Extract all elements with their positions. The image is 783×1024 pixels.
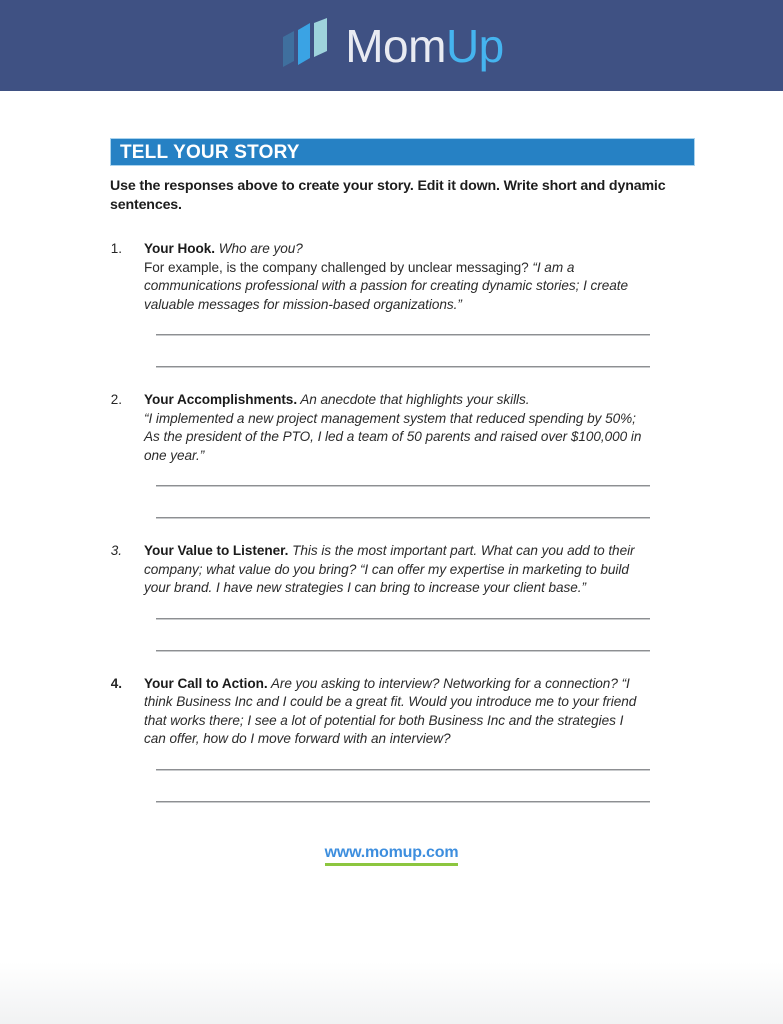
answer-lines-1 bbox=[156, 334, 695, 367]
prompt-body-1 bbox=[144, 240, 695, 367]
prompt-body-2 bbox=[144, 391, 695, 518]
instruction-text: Use the responses above to create your story. Edit it down. Write short and dynamic sentences. bbox=[110, 178, 666, 213]
prompt-lead-3: Your Value to Listener. bbox=[144, 543, 289, 559]
prompt-text-2 bbox=[144, 391, 644, 465]
prompt-text-1 bbox=[144, 240, 644, 314]
prompt-number-2: 2. bbox=[110, 392, 122, 408]
prompt-item-3 bbox=[110, 542, 695, 650]
prompt-body-3 bbox=[144, 542, 695, 650]
answer-line[interactable] bbox=[156, 618, 650, 619]
wordmark-up: Up bbox=[445, 19, 504, 72]
momup-wordmark bbox=[345, 19, 504, 72]
answer-line[interactable] bbox=[156, 650, 650, 651]
momup-parallelogram-logo-icon bbox=[279, 17, 331, 74]
worksheet-page bbox=[0, 91, 783, 1024]
prompt-number-1: 1. bbox=[110, 241, 122, 257]
answer-line[interactable] bbox=[156, 517, 650, 518]
prompt-quote-1: “I am a communications professional with a passion for creating dynamic stories; I create valuable messages for mission-based organizations.” bbox=[144, 259, 629, 312]
website-link[interactable]: www.momup.com bbox=[325, 844, 459, 866]
prompt-number-3: 3. bbox=[110, 543, 122, 559]
prompt-quote-4: “I think Business Inc and I could be a great fit. Would you introduce me to your friend that works there; I see a lot of potential for both Business Inc and the strategies I can offer, how do I move forward with an interview? bbox=[144, 675, 637, 747]
prompt-list bbox=[110, 240, 695, 801]
answer-line[interactable] bbox=[156, 801, 650, 802]
momup-logo bbox=[279, 17, 504, 74]
page-bottom-shadow bbox=[0, 962, 783, 1024]
answer-lines-4 bbox=[156, 769, 695, 802]
answer-line[interactable] bbox=[156, 334, 650, 335]
prompt-text-3 bbox=[144, 542, 644, 597]
prompt-item-4 bbox=[110, 675, 695, 802]
prompt-item-1 bbox=[110, 240, 695, 367]
answer-line[interactable] bbox=[156, 769, 650, 770]
prompt-lead-1: Your Hook. bbox=[144, 241, 215, 257]
prompt-sub-2: An anecdote that highlights your skills. bbox=[297, 392, 530, 408]
wordmark-mom: Mom bbox=[345, 19, 446, 72]
answer-line[interactable] bbox=[156, 366, 650, 367]
prompt-sub-3: This is the most important part. What can you add to their company; what value do you bring? bbox=[144, 543, 635, 577]
answer-lines-3 bbox=[156, 618, 695, 651]
section-banner bbox=[110, 138, 695, 166]
answer-line[interactable] bbox=[156, 485, 650, 486]
footer bbox=[110, 844, 695, 866]
answer-lines-2 bbox=[156, 485, 695, 518]
prompt-lead-4: Your Call to Action. bbox=[144, 675, 268, 691]
prompt-sub-1: Who are you? bbox=[215, 241, 303, 257]
prompt-quote-2: “I implemented a new project management system that reduced spending by 50%; As the president of the PTO, I led a team of 50 parents and raised over $100,000 in one year.” bbox=[144, 410, 642, 463]
prompt-sub-4: Are you asking to interview? Networking for a connection? bbox=[267, 675, 618, 691]
prompt-quote-3: “I can offer my expertise in marketing to build your brand. I have new strategies I can bring to increase your client base.” bbox=[144, 561, 629, 596]
worksheet-content bbox=[0, 91, 783, 866]
page-title: TELL YOUR STORY bbox=[120, 141, 300, 163]
prompt-lead-2: Your Accomplishments. bbox=[144, 392, 298, 408]
prompt-text-4 bbox=[144, 675, 644, 749]
prompt-item-2 bbox=[110, 391, 695, 518]
prompt-body-4 bbox=[144, 675, 695, 802]
brand-header-band bbox=[0, 0, 783, 91]
prompt-number-4: 4. bbox=[110, 675, 122, 691]
prompt-upright-1: For example, is the company challenged by unclear messaging? bbox=[144, 259, 533, 275]
